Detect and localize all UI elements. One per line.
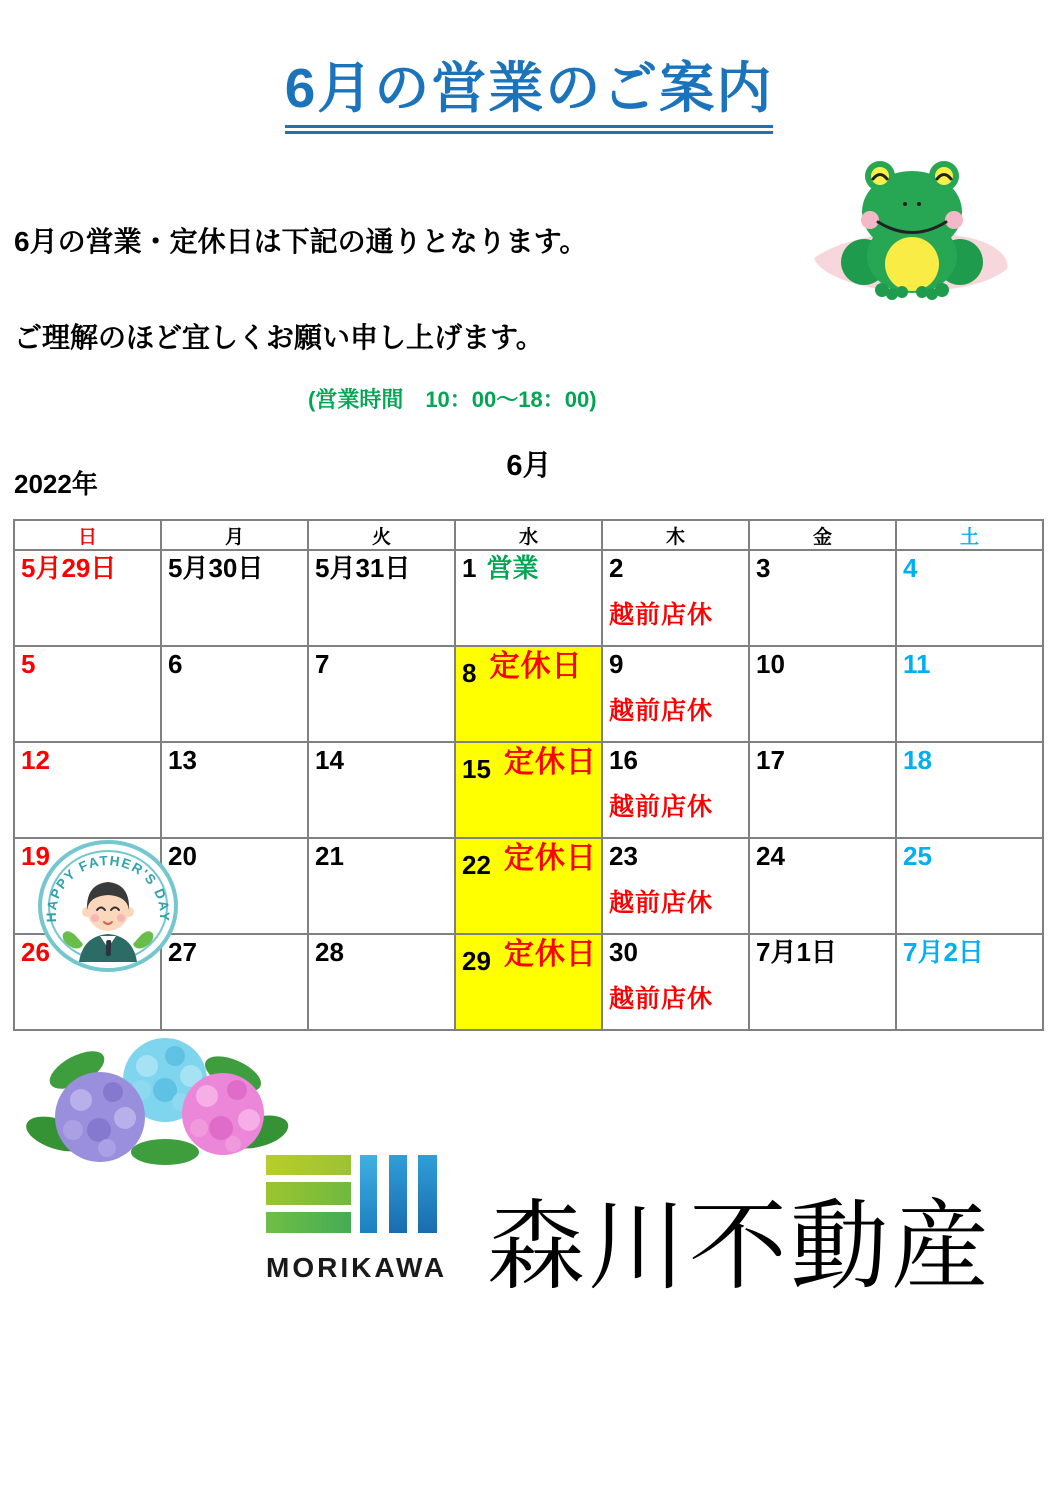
date-label: 7月2日 <box>903 937 984 967</box>
date-label: 23 <box>609 841 638 871</box>
date-label: 24 <box>756 841 785 871</box>
calendar-week-row <box>14 646 1043 742</box>
logo-bar <box>266 1212 351 1233</box>
store-closed-note: 越前店休 <box>609 696 714 725</box>
store-closed-note: 越前店休 <box>609 792 714 821</box>
leaf <box>131 1139 199 1165</box>
calendar-cell <box>14 550 161 646</box>
date-label: 4 <box>903 553 918 583</box>
logo-bar <box>266 1182 351 1205</box>
date-label: 21 <box>315 841 344 871</box>
company-name: 森川不動産 <box>487 1191 993 1301</box>
intro-line-1: 6月の営業・定休日は下記の通りとなります。 <box>14 226 588 257</box>
closed-day-label: 定休日 <box>489 650 583 683</box>
date-label: 18 <box>903 745 932 775</box>
calendar-cell <box>308 838 455 934</box>
calendar-cell <box>455 550 602 646</box>
date-label: 2 <box>609 553 624 583</box>
calendar-week-row <box>14 742 1043 838</box>
date-label: 27 <box>168 937 197 967</box>
weekday-friday: 金 <box>749 520 896 550</box>
date-label: 10 <box>756 649 785 679</box>
date-label: 1 <box>462 553 477 583</box>
date-label: 19 <box>21 841 50 871</box>
calendar-cell <box>896 646 1043 742</box>
date-label: 29 <box>462 946 491 976</box>
badge-text: HAPPY FATHER'S DAY <box>43 853 173 923</box>
year-label: 2022年 <box>14 469 98 499</box>
calendar-week-row <box>14 550 1043 646</box>
date-label: 17 <box>756 745 785 775</box>
calendar-cell <box>749 550 896 646</box>
date-label: 12 <box>21 745 50 775</box>
calendar-cell <box>749 934 896 1030</box>
date-label: 5月29日 <box>21 553 117 583</box>
closed-day-label: 定休日 <box>503 746 597 779</box>
store-closed-note: 越前店休 <box>609 888 714 917</box>
calendar-cell <box>602 934 749 1030</box>
date-label: 8 <box>462 658 477 688</box>
calendar-cell <box>896 838 1043 934</box>
closed-day-label: 定休日 <box>503 842 597 875</box>
calendar-cell <box>749 646 896 742</box>
date-label: 7月1日 <box>756 937 837 967</box>
logo-bar <box>360 1155 377 1233</box>
calendar-cell <box>161 550 308 646</box>
title-area <box>0 44 1058 134</box>
weekday-saturday: 土 <box>896 520 1043 550</box>
calendar-cell-closed <box>455 646 602 742</box>
date-label: 7 <box>315 649 330 679</box>
calendar-cell <box>308 934 455 1030</box>
date-label: 30 <box>609 937 638 967</box>
date-label: 26 <box>21 937 50 967</box>
calendar-cell-closed <box>455 934 602 1030</box>
calendar-cell <box>896 934 1043 1030</box>
date-label: 16 <box>609 745 638 775</box>
date-label: 14 <box>315 745 344 775</box>
date-label: 5月31日 <box>315 553 411 583</box>
calendar-cell <box>161 742 308 838</box>
date-label: 13 <box>168 745 197 775</box>
calendar-cell <box>749 838 896 934</box>
weekday-monday: 月 <box>161 520 308 550</box>
date-label: 6 <box>168 649 183 679</box>
calendar-cell <box>161 838 308 934</box>
frog-belly <box>885 237 939 291</box>
frog-cheek <box>945 211 963 229</box>
page-title: 6月の営業のご案内 <box>285 44 774 134</box>
frog-illustration <box>810 142 1015 300</box>
date-label: 5月30日 <box>168 553 264 583</box>
morikawa-logo <box>266 1150 448 1284</box>
morikawa-logo-text: MORIKAWA <box>266 1252 448 1283</box>
calendar-cell <box>749 742 896 838</box>
date-label: 22 <box>462 850 491 880</box>
calendar-cell-closed <box>455 838 602 934</box>
calendar-cell <box>14 742 161 838</box>
logo-bar <box>389 1155 407 1233</box>
date-label: 3 <box>756 553 771 583</box>
calendar-cell <box>308 646 455 742</box>
calendar-cell <box>161 646 308 742</box>
weekday-tuesday: 火 <box>308 520 455 550</box>
weekday-sunday: 日 <box>14 520 161 550</box>
date-label: 15 <box>462 754 491 784</box>
date-label: 25 <box>903 841 932 871</box>
calendar-cell <box>602 646 749 742</box>
frog-cheek <box>861 211 879 229</box>
calendar-cell <box>14 646 161 742</box>
logo-bar <box>418 1155 437 1233</box>
closed-day-label: 定休日 <box>503 938 597 971</box>
calendar-cell <box>161 934 308 1030</box>
calendar-cell <box>602 838 749 934</box>
calendar-cell <box>308 742 455 838</box>
calendar-cell <box>308 550 455 646</box>
hydrangea-illustration <box>15 1032 295 1165</box>
date-label: 5 <box>21 649 36 679</box>
calendar-cell-closed <box>455 742 602 838</box>
weekday-header-row <box>14 520 1043 550</box>
calendar-cell <box>602 742 749 838</box>
store-closed-note: 越前店休 <box>609 984 714 1013</box>
calendar <box>13 519 1044 1031</box>
store-closed-note: 越前店休 <box>609 600 714 629</box>
date-label: 20 <box>168 841 197 871</box>
calendar-cell <box>896 742 1043 838</box>
weekday-thursday: 木 <box>602 520 749 550</box>
month-label: 6月 <box>506 450 552 482</box>
calendar-cell <box>602 550 749 646</box>
weekday-wednesday: 水 <box>455 520 602 550</box>
date-label: 11 <box>903 649 931 679</box>
calendar-cell <box>896 550 1043 646</box>
fathers-day-badge <box>37 840 179 976</box>
date-label: 9 <box>609 649 624 679</box>
open-label: 営業 <box>486 553 539 583</box>
date-label: 28 <box>315 937 344 967</box>
business-hours: (営業時間 10：00～18：00) <box>308 387 597 412</box>
intro-line-2: ご理解のほど宜しくお願い申し上げます。 <box>14 322 544 353</box>
